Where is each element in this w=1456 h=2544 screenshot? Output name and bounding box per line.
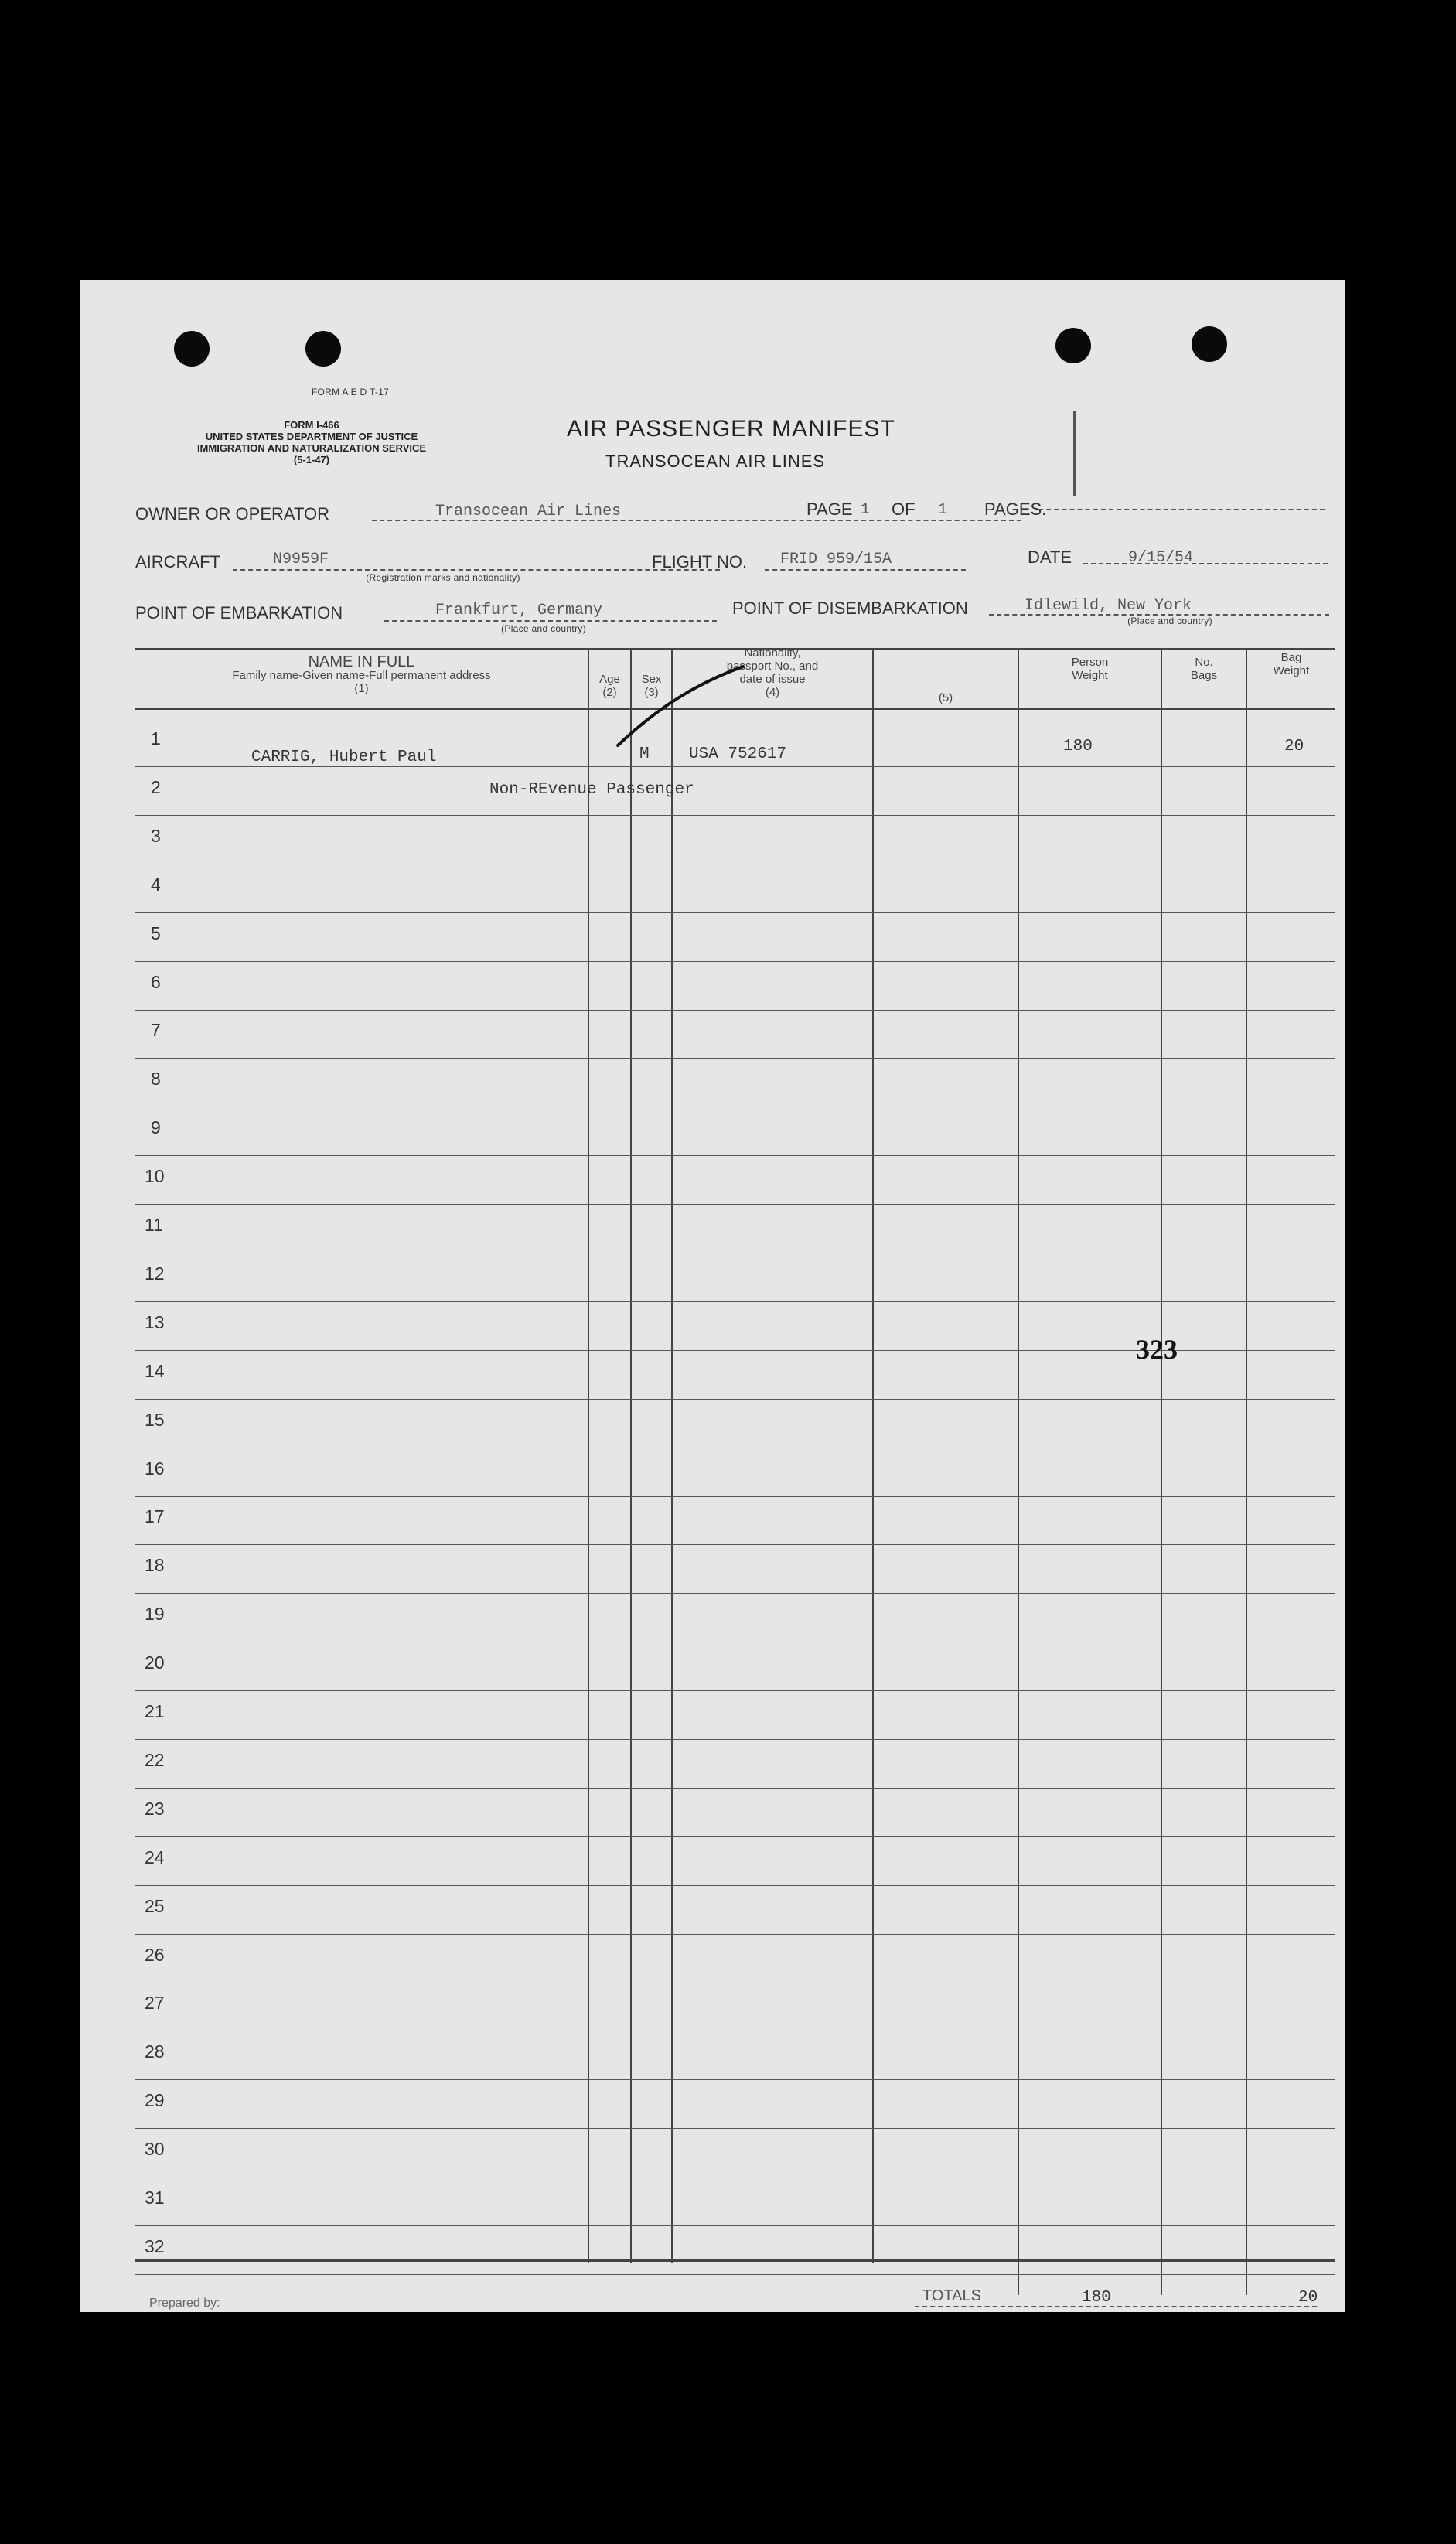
- of-value: 1: [938, 501, 948, 519]
- person-line2: Weight: [1072, 669, 1108, 682]
- row-rule: [135, 2274, 1335, 2275]
- embark-underline: [384, 620, 717, 622]
- totals-bag-weight: 20: [1298, 2289, 1318, 2307]
- row-number: 7: [151, 1020, 161, 1040]
- age-num: (2): [602, 686, 617, 699]
- aircraft-caption: (Registration marks and nationality): [366, 572, 520, 583]
- row-number: 28: [145, 2041, 165, 2061]
- page-title: AIR PASSENGER MANIFEST: [567, 416, 895, 442]
- totals-person-weight: 180: [1082, 2289, 1111, 2307]
- bagw-line1: Bag: [1280, 651, 1302, 664]
- row-number: 18: [145, 1555, 165, 1575]
- row-number: 1: [151, 728, 161, 749]
- name-num: (1): [354, 682, 369, 695]
- owner-label: OWNER OR OPERATOR: [135, 504, 329, 523]
- punch-hole: [174, 331, 210, 367]
- row-number: 15: [145, 1410, 165, 1430]
- totals-label: TOTALS: [922, 2287, 981, 2304]
- row-number: 27: [145, 1993, 165, 2013]
- department-name: UNITED STATES DEPARTMENT OF JUSTICE: [205, 431, 418, 442]
- col-header-5: (5): [938, 691, 953, 704]
- row-rule: [135, 1934, 1335, 1935]
- embark-label: POINT OF EMBARKATION: [135, 603, 343, 622]
- pages-label: PAGES.: [984, 500, 1047, 519]
- totals-underline: [915, 2306, 1317, 2307]
- age-title: Age: [599, 673, 620, 686]
- check-mark: [613, 659, 752, 752]
- col-header-bags: [1162, 656, 1246, 682]
- row1-person-weight: 180: [1063, 738, 1093, 755]
- row-number: 6: [151, 972, 161, 992]
- col-header-name: [135, 653, 588, 695]
- disembark-caption: (Place and country): [1127, 616, 1212, 626]
- row-rule: [135, 1788, 1335, 1789]
- row2-note: Non-REvenue Passenger: [489, 781, 694, 799]
- nat-line2: passport No., and: [726, 660, 819, 673]
- row-number: 16: [145, 1458, 165, 1478]
- col-divider-age: [588, 648, 589, 2263]
- row-rule: [135, 2128, 1335, 2129]
- col-divider-bags: [1161, 648, 1162, 2295]
- aircraft-underline: [233, 569, 720, 571]
- row-rule: [135, 1058, 1335, 1059]
- nat-line3: date of issue: [739, 673, 806, 686]
- nat-num: (4): [765, 686, 780, 699]
- owner-value: Transocean Air Lines: [435, 503, 622, 520]
- row-number: 12: [145, 1263, 165, 1284]
- aircraft-label: AIRCRAFT: [135, 552, 220, 571]
- row-rule: [135, 1690, 1335, 1691]
- row-rule: [135, 961, 1335, 962]
- form-number: FORM I-466: [284, 419, 339, 431]
- row-number: 30: [145, 2139, 165, 2159]
- row-rule: [135, 1544, 1335, 1545]
- row-number: 3: [151, 826, 161, 846]
- aircraft-value: N9959F: [273, 551, 329, 568]
- row1-bag-weight: 20: [1284, 738, 1304, 755]
- row-rule: [135, 2079, 1335, 2080]
- row-number: 26: [145, 1945, 165, 1965]
- row-number: 20: [145, 1652, 165, 1673]
- owner-line-end: [1038, 509, 1325, 510]
- row-rule: [135, 1301, 1335, 1302]
- punch-hole: [1055, 328, 1091, 363]
- col-divider-sex: [630, 648, 632, 2263]
- name-subtitle: Family name-Given name-Full permanent address: [232, 669, 491, 682]
- row-number: 2: [151, 777, 161, 797]
- row-number: 24: [145, 1847, 165, 1867]
- bagw-line2: Weight: [1273, 664, 1310, 677]
- flight-underline: [765, 569, 966, 571]
- row-number: 25: [145, 1896, 165, 1916]
- nat-line1: Nationality,: [744, 646, 801, 660]
- col-divider-nat: [671, 648, 673, 2263]
- row-number: 11: [145, 1215, 163, 1235]
- row-number: 13: [145, 1312, 165, 1332]
- flight-value: FRID 959/15A: [780, 551, 892, 568]
- form-block: [134, 419, 489, 465]
- row-number: 29: [145, 2090, 165, 2110]
- row1-nationality: USA 752617: [689, 745, 787, 763]
- col-divider-bagweight: [1246, 648, 1247, 2295]
- row-rule: [135, 912, 1335, 913]
- row-number: 14: [145, 1361, 165, 1381]
- flight-label: FLIGHT NO.: [652, 552, 748, 571]
- row-number: 8: [151, 1069, 161, 1089]
- page-label: PAGE: [806, 500, 853, 519]
- col-divider-weight: [1018, 648, 1019, 2295]
- sex-title: Sex: [641, 673, 662, 686]
- row-rule: [135, 2225, 1335, 2226]
- margin-mark: [1073, 411, 1076, 496]
- row-rule: [135, 1836, 1335, 1837]
- row-number: 22: [145, 1750, 165, 1770]
- form-edition: (5-1-47): [293, 454, 330, 465]
- row-number: 32: [145, 2236, 165, 2256]
- col-divider-5: [872, 648, 874, 2263]
- date-underline: [1083, 563, 1328, 564]
- punch-hole: [305, 331, 341, 367]
- service-name: IMMIGRATION AND NATURALIZATION SERVICE: [196, 442, 427, 454]
- date-value: 9/15/54: [1128, 549, 1194, 567]
- row-rule: [135, 1885, 1335, 1886]
- embark-value: Frankfurt, Germany: [435, 602, 603, 619]
- row-rule: [135, 1593, 1335, 1594]
- row-number: 5: [151, 923, 161, 943]
- prepared-label: Prepared by:: [149, 2297, 220, 2310]
- date-label: DATE: [1028, 547, 1072, 567]
- col-header-bag-weight: [1247, 651, 1335, 677]
- sex-num: (3): [644, 686, 659, 699]
- col-header-person-weight: [1019, 656, 1161, 682]
- row-number: 31: [145, 2188, 165, 2208]
- row-rule: [135, 1496, 1335, 1497]
- row-number: 4: [151, 875, 161, 895]
- manifest-sheet: [80, 280, 1345, 2312]
- row-number: 9: [151, 1117, 161, 1137]
- row-rule: [135, 766, 1335, 767]
- row1-name: CARRIG, Hubert Paul: [251, 749, 437, 766]
- row1-sex: M: [639, 745, 650, 763]
- punch-hole: [1192, 326, 1227, 362]
- row-number: 23: [145, 1799, 165, 1819]
- row-rule: [135, 1155, 1335, 1156]
- form-code: FORM A E D T-17: [311, 387, 390, 397]
- embark-caption: (Place and country): [501, 623, 586, 634]
- row-rule: [135, 1739, 1335, 1740]
- airline-name: TRANSOCEAN AIR LINES: [605, 452, 826, 471]
- of-label: OF: [892, 500, 916, 519]
- totals-top-rule: [135, 2259, 1335, 2262]
- row-rule: [135, 815, 1335, 816]
- row-rule: [135, 1010, 1335, 1011]
- bags-line2: Bags: [1190, 669, 1218, 682]
- row-number: 19: [145, 1604, 165, 1624]
- stamp-number: 323: [1136, 1334, 1178, 1365]
- page-value: 1: [861, 501, 871, 519]
- row-rule: [135, 1204, 1335, 1205]
- name-title: NAME IN FULL: [308, 653, 415, 670]
- person-line1: Person: [1071, 656, 1109, 669]
- row-number: 10: [145, 1166, 165, 1186]
- row-number: 17: [145, 1506, 165, 1526]
- disembark-label: POINT OF DISEMBARKATION: [732, 598, 968, 618]
- bags-line1: No.: [1195, 656, 1213, 669]
- row-rule: [135, 1399, 1335, 1400]
- row-number: 21: [145, 1701, 165, 1721]
- disembark-value: Idlewild, New York: [1025, 597, 1192, 615]
